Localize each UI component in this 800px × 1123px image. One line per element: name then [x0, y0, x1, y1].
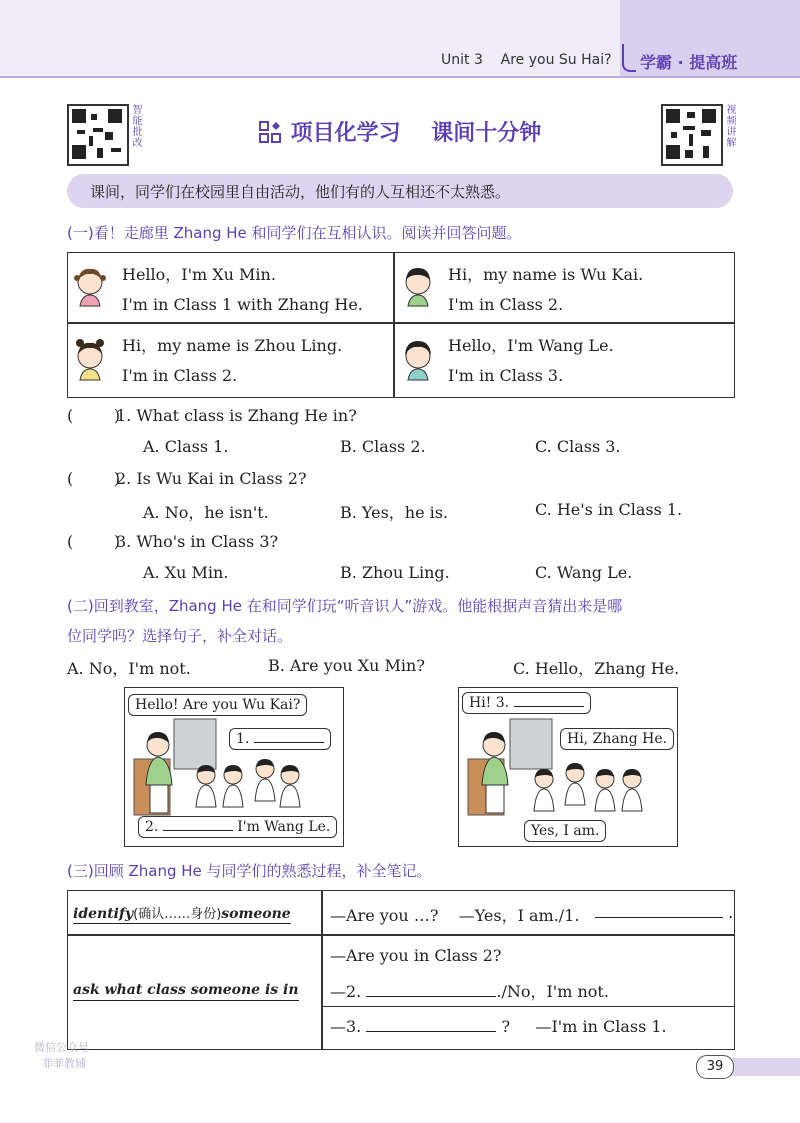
avatar-wang-le — [400, 336, 436, 382]
q2-option-c: C. He's in Class 1. — [535, 500, 683, 519]
bubble-are-you-wu-kai — [128, 694, 307, 716]
blank-2-number: 2. — [145, 819, 159, 835]
bubble-yes-i-am — [524, 820, 606, 842]
q1-option-c: C. Class 3. — [535, 437, 621, 456]
cell-xu-min-line1: Hello，I'm Xu Min. — [122, 265, 276, 284]
avatar-xu-min — [72, 262, 108, 308]
q3-option-c: C. Wang Le. — [535, 563, 633, 582]
row1-label — [73, 903, 291, 924]
q1-option-a: A. Class 1. — [143, 437, 229, 456]
bubble-text: Hello! Are you Wu Kai? — [135, 697, 301, 713]
part2-option-b: B. Are you Xu Min? — [268, 656, 425, 675]
bubble-wang-le-text: I'm Wang Le. — [237, 819, 331, 835]
row2-label: ask what class someone is in — [73, 982, 299, 1001]
bubble-text: Hi, Zhang He. — [567, 731, 668, 747]
row2-line3-answer: —I'm in Class 1. — [535, 1017, 667, 1036]
cell-wang-le-line1: Hello，I'm Wang Le. — [448, 336, 614, 355]
q3-stem: 3. Who's in Class 3? — [116, 532, 279, 551]
section-title-text: 项目化学习 课间十分钟 — [290, 121, 542, 146]
intro-text: 课间，同学们在校园里自由活动，他们有的人互相还不太熟悉。 — [90, 183, 511, 201]
blank-1[interactable] — [254, 742, 324, 743]
part2-heading-line2: 位同学吗？选择句子，补全对话。 — [67, 627, 293, 645]
row2-line3-qmark: ? — [501, 1017, 511, 1036]
label-identify: identify — [73, 906, 134, 922]
bubble-blank-2 — [138, 816, 337, 838]
project-icon — [259, 121, 281, 143]
brand-label: 学霸 · 提高班 — [640, 53, 738, 72]
avatar-wu-kai — [400, 262, 436, 308]
row2-line3 — [330, 1017, 667, 1036]
unit-title: Unit 3 Are you Su Hai? — [441, 52, 612, 68]
label-someone: someone — [221, 906, 291, 922]
cell-wu-kai-line2: I'm in Class 2. — [448, 295, 564, 314]
row2-line2 — [330, 979, 609, 1002]
q1-option-b: B. Class 2. — [340, 437, 426, 456]
blank-2[interactable] — [163, 830, 233, 831]
q2-option-b: B. Yes，he is. — [340, 503, 449, 522]
part2-option-c: C. Hello，Zhang He. — [513, 659, 680, 678]
q1-stem: 1. What class is Zhang He in? — [116, 406, 357, 425]
q3-option-a: A. Xu Min. — [143, 563, 229, 582]
notes-blank-3-number: —3. — [330, 1017, 362, 1036]
q2-stem: 2. Is Wu Kai in Class 2? — [116, 469, 307, 488]
notes-divider-h2 — [321, 1006, 735, 1007]
cell-xu-min-line2: I'm in Class 1 with Zhang He. — [122, 295, 363, 314]
section-title — [0, 116, 800, 147]
watermark — [34, 1040, 89, 1072]
row2-line1: —Are you in Class 2? — [330, 946, 502, 965]
bubble-blank-1 — [229, 728, 331, 750]
notes-divider-h1 — [67, 934, 735, 936]
bubble-blank-3 — [462, 692, 591, 714]
cell-zhou-ling-line2: I'm in Class 2. — [122, 366, 238, 385]
q2-answer-paren[interactable]: ( ) — [67, 469, 121, 488]
notes-blank-2[interactable] — [366, 996, 496, 997]
watermark-line1: 微信公众号 — [34, 1041, 89, 1054]
row2-line2-tail: ./No，I'm not. — [496, 982, 609, 1001]
blank-3[interactable] — [514, 706, 584, 707]
label-identify-cn: (确认……身份) — [133, 907, 222, 922]
notes-blank-1[interactable] — [595, 917, 723, 918]
qr-right-label: 视频讲解 — [724, 104, 735, 148]
part1-heading: (一)看！走廊里 Zhang He 和同学们在互相认识。阅读并回答问题。 — [67, 224, 522, 242]
bubble-text: Yes, I am. — [531, 823, 600, 839]
cell-wu-kai-line1: Hi，my name is Wu Kai. — [448, 265, 644, 284]
notes-blank-1-wrap: . — [595, 903, 733, 922]
row1-text: —Are you …? —Yes，I am./1. — [330, 906, 580, 925]
brand-arrow-icon — [622, 44, 636, 72]
cell-wang-le-line2: I'm in Class 3. — [448, 366, 564, 385]
blank-1-number: 1. — [236, 731, 250, 747]
q1-answer-paren[interactable]: ( ) — [67, 406, 121, 425]
notes-blank-2-number: —2. — [330, 982, 362, 1001]
q3-answer-paren[interactable]: ( ) — [67, 532, 121, 551]
qr-left-label: 智能批改 — [130, 104, 141, 148]
watermark-line2: 菲菲教辅 — [42, 1057, 86, 1070]
table-divider-h — [67, 322, 735, 324]
bubble-hi-zhang-he — [560, 728, 674, 750]
avatar-zhou-ling — [72, 336, 108, 382]
q3-option-b: B. Zhou Ling. — [340, 563, 450, 582]
part2-option-a: A. No，I'm not. — [67, 659, 191, 678]
q2-option-a: A. No，he isn't. — [143, 503, 269, 522]
notes-divider-v — [321, 890, 323, 1050]
header-divider — [0, 76, 800, 78]
page-number: 39 — [696, 1055, 734, 1079]
blank-3-number: Hi! 3. — [469, 695, 510, 711]
table-divider-v — [393, 252, 395, 398]
notes-blank-3[interactable] — [366, 1031, 496, 1032]
cell-zhou-ling-line1: Hi，my name is Zhou Ling. — [122, 336, 343, 355]
part3-heading: (三)回顾 Zhang He 与同学们的熟悉过程，补全笔记。 — [67, 862, 432, 880]
part2-heading-line1: (二)回到教室，Zhang He 在和同学们玩“听音识人”游戏。他能根据声音猜出来是哪 — [67, 597, 623, 615]
